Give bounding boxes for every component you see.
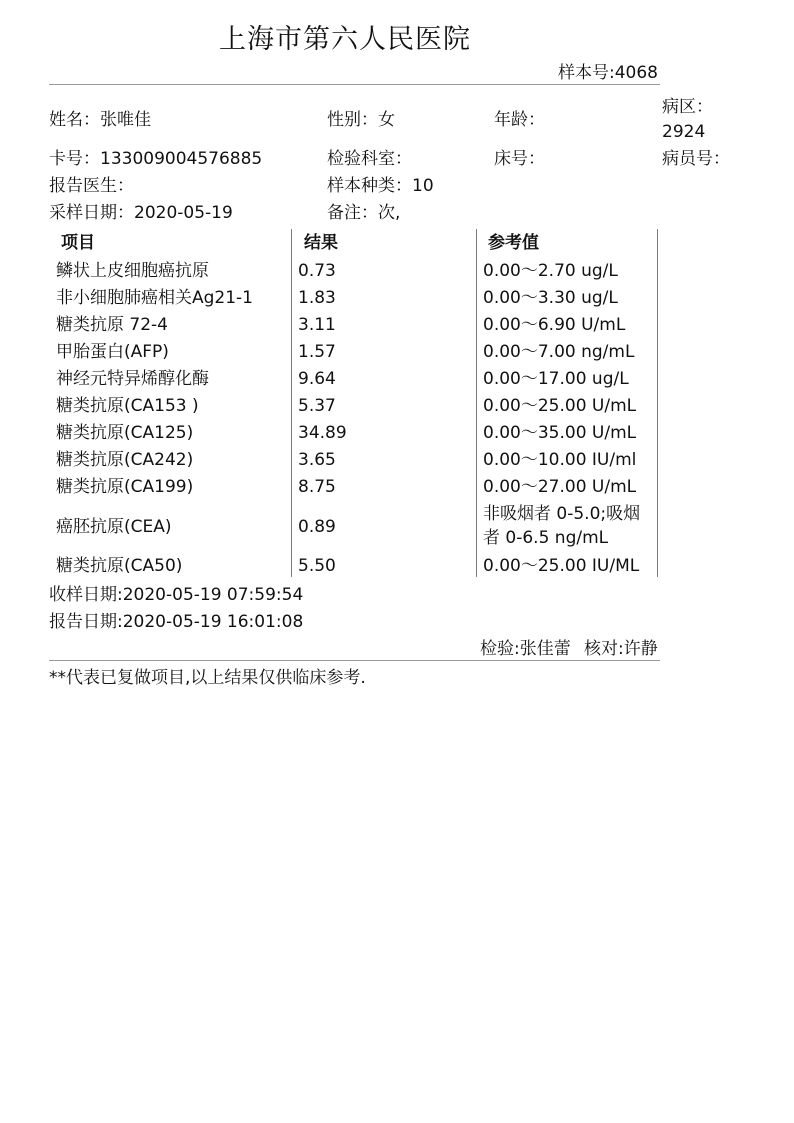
sample-number: 样本号:4068	[558, 63, 658, 83]
footnote: **代表已复做项目,以上结果仅供临床参考.	[49, 668, 366, 688]
checker: 核对:许静	[584, 639, 658, 659]
row-reference: 0.00～7.00 ng/mL	[483, 342, 635, 362]
row-reference: 0.00～25.00 U/mL	[483, 396, 637, 416]
row-item: 糖类抗原(CA242)	[56, 450, 194, 470]
row-reference: 0.00～6.90 U/mL	[483, 315, 626, 335]
ward-label: 病区：	[662, 97, 713, 117]
row-result: 0.89	[298, 517, 336, 537]
receive-date: 收样日期:2020-05-19 07:59:54	[49, 585, 304, 605]
row-reference: 0.00～10.00 IU/ml	[483, 450, 637, 470]
row-item: 糖类抗原(CA153 )	[56, 396, 199, 416]
row-item: 神经元特异烯醇化酶	[56, 369, 209, 389]
row-reference: 非吸烟者 0-5.0;吸烟者 0-6.5 ng/mL	[483, 504, 641, 548]
row-reference: 0.00～27.00 U/mL	[483, 477, 637, 497]
row-item: 非小细胞肺癌相关Ag21-1	[56, 288, 254, 308]
row-reference: 0.00～25.00 IU/ML	[483, 556, 640, 576]
row-item: 糖类抗原 72-4	[56, 315, 168, 335]
hospital-title: 上海市第六人民医院	[219, 24, 471, 55]
row-result: 1.83	[298, 288, 336, 308]
row-reference: 0.00～3.30 ug/L	[483, 288, 618, 308]
header-item: 项目	[61, 233, 95, 253]
ward-value: 2924	[662, 122, 706, 142]
report-date: 报告日期:2020-05-19 16:01:08	[49, 612, 304, 632]
row-reference: 0.00～17.00 ug/L	[483, 369, 629, 389]
row-result: 5.50	[298, 556, 336, 576]
column-divider	[657, 229, 658, 577]
sampling-date: 采样日期：2020-05-19	[49, 203, 233, 223]
patient-number: 病员号：	[662, 149, 730, 169]
row-result: 3.11	[298, 315, 336, 335]
row-item: 糖类抗原(CA50)	[56, 556, 183, 576]
row-item: 糖类抗原(CA125)	[56, 423, 194, 443]
row-result: 8.75	[298, 477, 336, 497]
row-result: 1.57	[298, 342, 336, 362]
footer-divider	[49, 660, 660, 661]
row-result: 9.64	[298, 369, 336, 389]
sample-type: 样本种类：10	[327, 176, 434, 196]
lab-department: 检验科室：	[327, 149, 412, 169]
report-doctor: 报告医生：	[49, 176, 134, 196]
row-result: 3.65	[298, 450, 336, 470]
row-reference: 0.00～35.00 U/mL	[483, 423, 637, 443]
card-number: 卡号：133009004576885	[49, 149, 263, 169]
row-reference: 0.00～2.70 ug/L	[483, 261, 618, 281]
patient-name: 姓名：张唯佳	[49, 110, 151, 130]
row-item: 糖类抗原(CA199)	[56, 477, 194, 497]
patient-gender: 性别：女	[327, 110, 395, 130]
bed-number: 床号：	[494, 149, 545, 169]
row-item: 癌胚抗原(CEA)	[56, 517, 172, 537]
row-item: 鳞状上皮细胞癌抗原	[56, 261, 209, 281]
row-result: 34.89	[298, 423, 347, 443]
patient-age: 年龄：	[494, 110, 545, 130]
row-item: 甲胎蛋白(AFP)	[56, 342, 169, 362]
column-divider	[291, 229, 292, 577]
row-result: 5.37	[298, 396, 336, 416]
column-divider	[476, 229, 477, 577]
remark: 备注：次,	[327, 203, 401, 223]
inspector: 检验:张佳蕾	[480, 639, 571, 659]
header-reference: 参考值	[488, 233, 539, 253]
row-result: 0.73	[298, 261, 336, 281]
header-result: 结果	[304, 233, 338, 253]
header-divider	[49, 84, 660, 85]
